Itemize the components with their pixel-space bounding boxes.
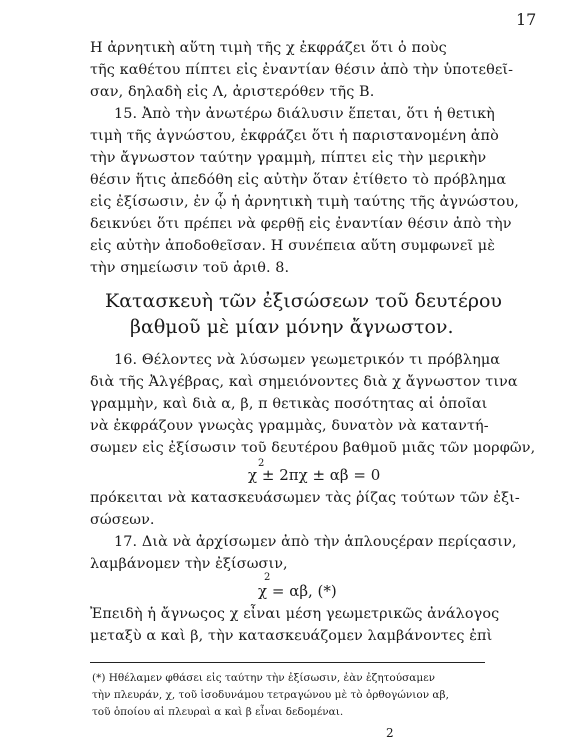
text-line: τῆς καθέτου πίπτει εἰς ἐναντίαν θέσιν ἀπὸ τὴν ὑποτεθεῖ- — [90, 62, 514, 78]
text-line: δεικνύει ὅτι πρέπει νὰ φερθῇ εἰς ἐναντίαν θέσιν ἀπὸ τὴν — [90, 216, 512, 232]
text-line: γραμμὴν, καὶ διὰ α, β, π θετικὰς ποσότητας αἱ ὁποῖαι — [90, 396, 488, 412]
text-line: λαμβάνομεν τὴν ἐξίσωσιν, — [90, 556, 288, 572]
signature-mark: 2 — [386, 726, 394, 740]
text-line: μεταξὺ α καὶ β, τὴν κατασκευάζομεν λαμβάνοντες ἐπὶ — [90, 628, 493, 644]
equation: χ = αβ, (*) — [258, 582, 337, 600]
text-line: 15. Ἀπὸ τὴν ἀνωτέρω διάλυσιν ἕπεται, ὅτι ἡ θετικὴ — [114, 106, 495, 122]
equation-exponent: 2 — [258, 458, 265, 469]
footnote-line: τὴν πλευράν, χ, τοῦ ἰσοδυνάμου τετραγώνου μὲ τὸ ὀρθογώνιον αβ, — [92, 689, 449, 701]
text-line: σωμεν εἰς ἐξίσωσιν τοῦ δευτέρου βαθμοῦ μιᾶς τῶν μορφῶν, — [90, 440, 536, 456]
text-line: σαν, δηλαδὴ εἰς Λ, ἀριστερόθεν τῆς Β. — [90, 84, 375, 100]
text-line: θέσιν ἥτις ἀπεδόθη εἰς αὐτὴν ὅταν ἐτίθετο τὸ πρόβλημα — [90, 172, 507, 188]
text-line: πρόκειται νὰ κατασκευάσωμεν τὰς ῥίζας τούτων τῶν ἐξι- — [90, 490, 520, 506]
text-line: σώσεων. — [90, 512, 155, 528]
text-line: νὰ ἐκφράζουν γνωςὰς γραμμὰς, δυνατὸν νὰ καταντή- — [90, 418, 489, 434]
text-line: εἰς ἐξίσωσιν, ἐν ᾧ ἡ ἀρνητικὴ τιμὴ ταύτης τῆς ἀγνώστου, — [90, 194, 519, 210]
text-line: Ἐπειδὴ ἡ ἄγνωςος χ εἶναι μέση γεωμετρικῶς ἀνάλογος — [90, 606, 500, 622]
section-heading-line2: βαθμοῦ μὲ μίαν μόνην ἄγνωστον. — [130, 316, 454, 338]
page-number: 17 — [516, 10, 537, 29]
text-line: διὰ τῆς Ἀλγέβρας, καὶ σημειόνοντες διὰ χ ἄγνωστον τινα — [90, 374, 518, 390]
footnote-line: τοῦ ὁποίου αἱ πλευραὶ α καὶ β εἶναι δεδομέναι. — [92, 706, 344, 718]
footnote-divider — [90, 662, 485, 663]
section-heading-line1: Κατασκευὴ τῶν ἐξισώσεων τοῦ δευτέρου — [105, 290, 502, 312]
text-line: 17. Διὰ νὰ ἀρχίσωμεν ἀπὸ τὴν ἁπλουςέραν περίςασιν, — [114, 534, 517, 550]
equation-exponent: 2 — [264, 572, 271, 583]
text-line: εἰς αὐτὴν ἀποδοθεῖσαν. Η συνέπεια αὕτη συμφωνεῖ μὲ — [90, 238, 496, 254]
text-line: τιμὴ τῆς ἀγνώστου, ἐκφράζει ὅτι ἡ παριστανομένη ἀπὸ — [90, 128, 499, 144]
text-line: τὴν ἄγνωστον ταύτην γραμμὴ, πίπτει εἰς τὴν μερικὴν — [90, 150, 487, 166]
text-line: 16. Θέλοντες νὰ λύσωμεν γεωμετρικόν τι πρόβλημα — [114, 352, 501, 368]
footnote-line: (*) Ηθέλαμεν φθάσει εἰς ταύτην τὴν ἐξίσωσιν, ἐὰν ἐζητούσαμεν — [92, 672, 436, 684]
text-line: τὴν σημείωσιν τοῦ ἀριθ. 8. — [90, 260, 290, 276]
text-line: Η ἀρνητικὴ αὕτη τιμὴ τῆς χ ἐκφράζει ὅτι ὁ ποὺς — [90, 40, 447, 56]
equation: χ ± 2πχ ± αβ = 0 — [248, 466, 381, 484]
